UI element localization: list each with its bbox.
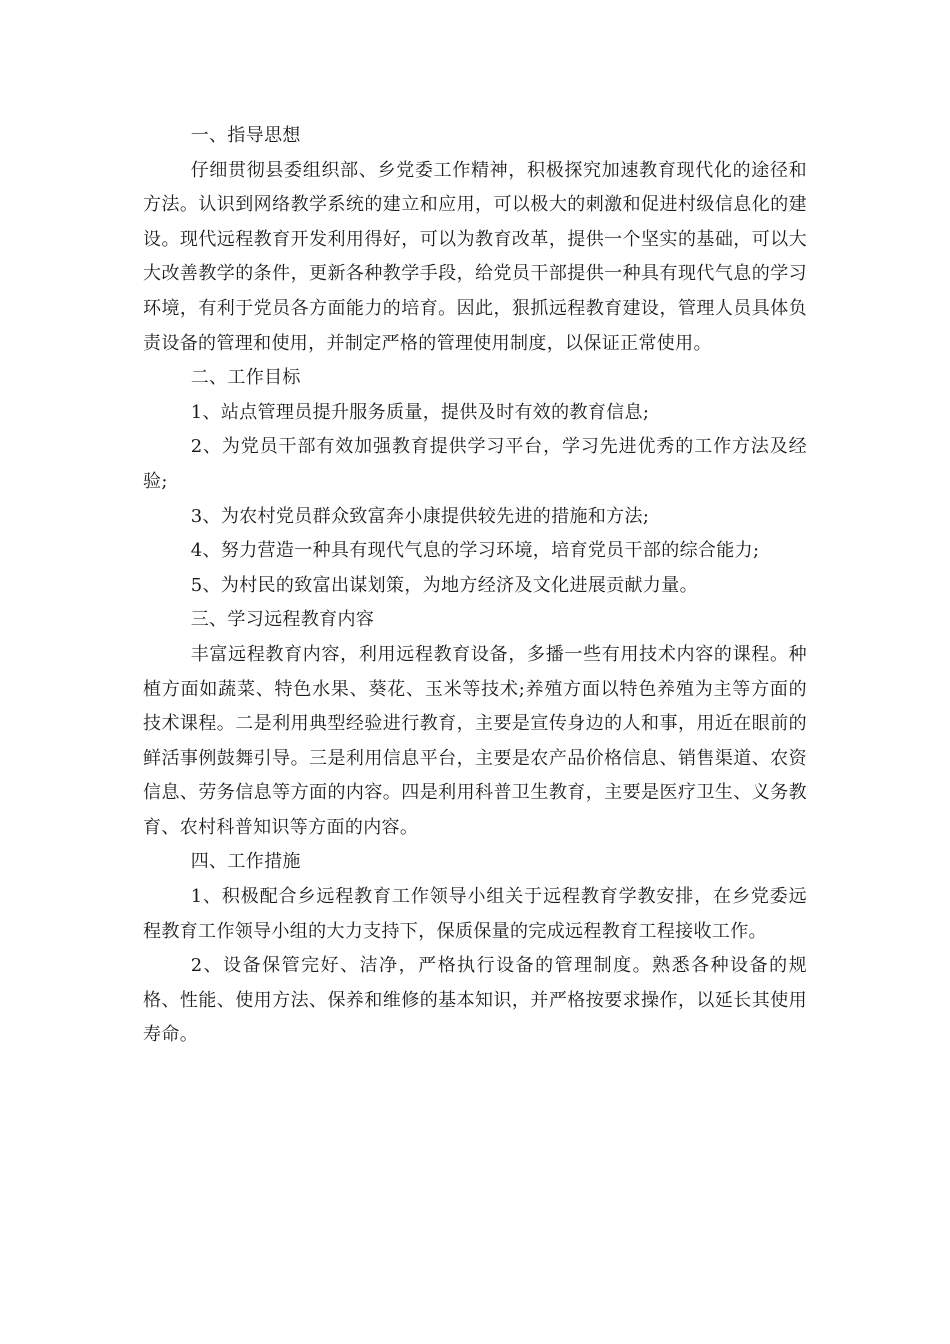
section-heading-learning-content: 三、学习远程教育内容: [190, 609, 375, 631]
section-heading-work-goals: 二、工作目标: [190, 367, 301, 389]
measure-item-2: 2、设备保管完好、洁净，严格执行设备的管理制度。熟悉各种设备的规格、性能、使用方法、保养和维修的基本知识，并严格按要求操作，以延长其使用寿命。: [143, 955, 807, 1046]
paragraph-guiding-ideology: 仔细贯彻县委组织部、乡党委工作精神，积极探究加速教育现代化的途径和方法。认识到网络教学系统的建立和应用，可以极大的刺激和促进村级信息化的建设。现代远程教育开发利用得好，可以为教育改革，提供一个坚实的基础，可以大大改善教学的条件，更新各种教学手段，给党员干部提供一种具有现代气息的学习环境，有利于党员各方面能力的培育。因此，狠抓远程教育建设，管理人员具体负责设备的管理和使用，并制定严格的管理使用制度，以保证正常使用。: [143, 159, 807, 354]
document-body: [143, 119, 807, 1053]
goal-item-2: 2、为党员干部有效加强教育提供学习平台，学习先进优秀的工作方法及经验;: [143, 436, 807, 492]
goal-item-4: 4、努力营造一种具有现代气息的学习环境，培育党员干部的综合能力;: [190, 540, 760, 562]
paragraph-learning-content: 丰富远程教育内容，利用远程教育设备，多播一些有用技术内容的课程。种植方面如蔬菜、特色水果、葵花、玉米等技术;养殖方面以特色养殖为主等方面的技术课程。二是利用典型经验进行教育，主要是宣传身边的人和事，用近在眼前的鲜活事例鼓舞引导。三是利用信息平台，主要是农产品价格信息、销售渠道、农资信息、劳务信息等方面的内容。四是利用科普卫生教育，主要是医疗卫生、义务教育、农村科普知识等方面的内容。: [143, 643, 807, 838]
goal-item-1: 1、站点管理员提升服务质量，提供及时有效的教育信息;: [190, 401, 650, 423]
measure-item-1: 1、积极配合乡远程教育工作领导小组关于远程教育学教安排，在乡党委远程教育工作领导小组的大力支持下，保质保量的完成远程教育工程接收工作。: [143, 886, 807, 942]
section-heading-guiding-ideology: 一、指导思想: [190, 125, 301, 146]
section-heading-work-measures: 四、工作措施: [190, 851, 301, 873]
goal-item-3: 3、为农村党员群众致富奔小康提供较先进的措施和方法;: [190, 505, 650, 527]
goal-item-5: 5、为村民的致富出谋划策，为地方经济及文化进展贡献力量。: [190, 574, 698, 596]
